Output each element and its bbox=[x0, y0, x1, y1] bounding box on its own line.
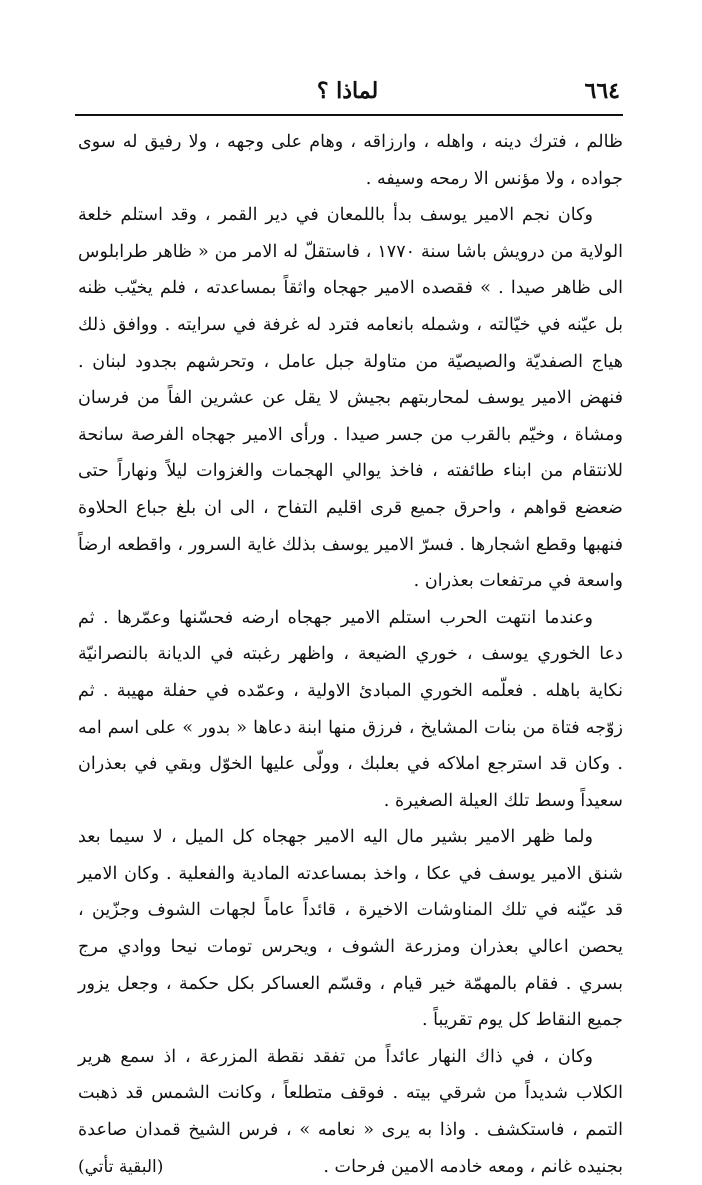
header-divider bbox=[75, 114, 623, 116]
paragraph-5 bbox=[78, 1039, 623, 1185]
page-header bbox=[75, 78, 620, 112]
paragraph-3: وعندما انتهت الحرب استلم الامير جهجاه ارضه فحسّنها وعمّرها . ثم دعا الخوري يوسف ، خوري الضيعة ، واظهر رغبته في الديانة بالنصرانيّة نكاية باهله . فعلّمه الخوري المبادئ الاولية ، وعمّده في حفلة مهيبة . ثم زوّجه فتاة من بنات المشايخ ، فرزق منها ابنة دعاها « بدور » على اسم امه . وكان قد استرجع املاكه في بعلبك ، وولّى عليها الخوّل وبقي في بعذران سعيداً وسط تلك العيلة الصغيرة . bbox=[78, 607, 623, 811]
article-body bbox=[78, 124, 623, 1185]
paragraph-2: وكان نجم الامير يوسف بدأ باللمعان في دير القمر ، وقد استلم خلعة الولاية من درويش باشا سنة ١٧٧٠ ، فاستقلّ له الامر من « ظاهر طرابلوس الى ظاهر صيدا . » فقصده الامير جهجاه واثقاً بمساعدته ، فلم يخيّب ظنه بل عيّنه في خيّالته ، وشمله بانعامه فترد له غرفة في سرايته . ووافق ذلك هياج الصفديّة والصيصيّة من متاولة جبل عامل ، وتحرشهم بجدود لبنان . فنهض الامير يوسف لمحاربتهم بجيش لا يقل عن عشرين الفاً من فرسان ومشاة ، وخيّم بالقرب من جسر صيدا . ورأى الامير جهجاه الفرصة سانحة للانتقام من ابناء طائفته ، فاخذ يوالي الهجمات والغزوات ليلاً ونهاراً حتى ضعضع قواهم ، واحرق جميع قرى اقليم التفاح ، الى ان بلغ جباع الحلاوة فنهبها وقطع اشجارها . فسرّ الامير يوسف بذلك غاية السرور ، واقطعه ارضاً واسعة في مرتفعات بعذران . bbox=[78, 205, 623, 592]
continued-note: (البقية تأتي) bbox=[78, 1156, 164, 1177]
paragraph-1: ظالم ، فترك دينه ، واهله ، وارزاقه ، وهام على وجهه ، ولا رفيق له سوى جواده ، ولا مؤنس الا رمحه وسيفه . bbox=[78, 132, 623, 189]
paragraph-5-text: وكان ، في ذاك النهار عائداً من تفقد نقطة المزرعة ، اذ سمع هرير الكلاب شديداً من شرقي بيته . فوقف متطلعاً ، وكانت الشمس قد ذهبت التمم ، فاستكشف . واذا به يرى « نعامه » ، فرس الشيخ قمدان صاعدة بجنيده غانم ، ومعه خادمه الامين فرحات . bbox=[78, 1046, 623, 1177]
page-number: ٦٦٤ bbox=[584, 78, 620, 104]
running-title: لماذا ؟ bbox=[316, 78, 379, 104]
paragraph-4: ولما ظهر الامير بشير مال اليه الامير جهجاه كل الميل ، لا سيما بعد شنق الامير يوسف في عكا ، واخذ بمساعدته المادية والفعلية . وكان الامير قد عيّنه في تلك المناوشات الاخيرة ، قائداً عاماً لجهات الشوف وجزّين ، يحصن اعالي بعذران ومزرعة الشوف ، ويحرس تومات نيحا ووادي مرج بسري . فقام بالمهمّة خير قيام ، وقسّم العساكر بكل حكمة ، وجعل يزور جميع النقاط كل يوم تقريباً . bbox=[78, 827, 623, 1031]
